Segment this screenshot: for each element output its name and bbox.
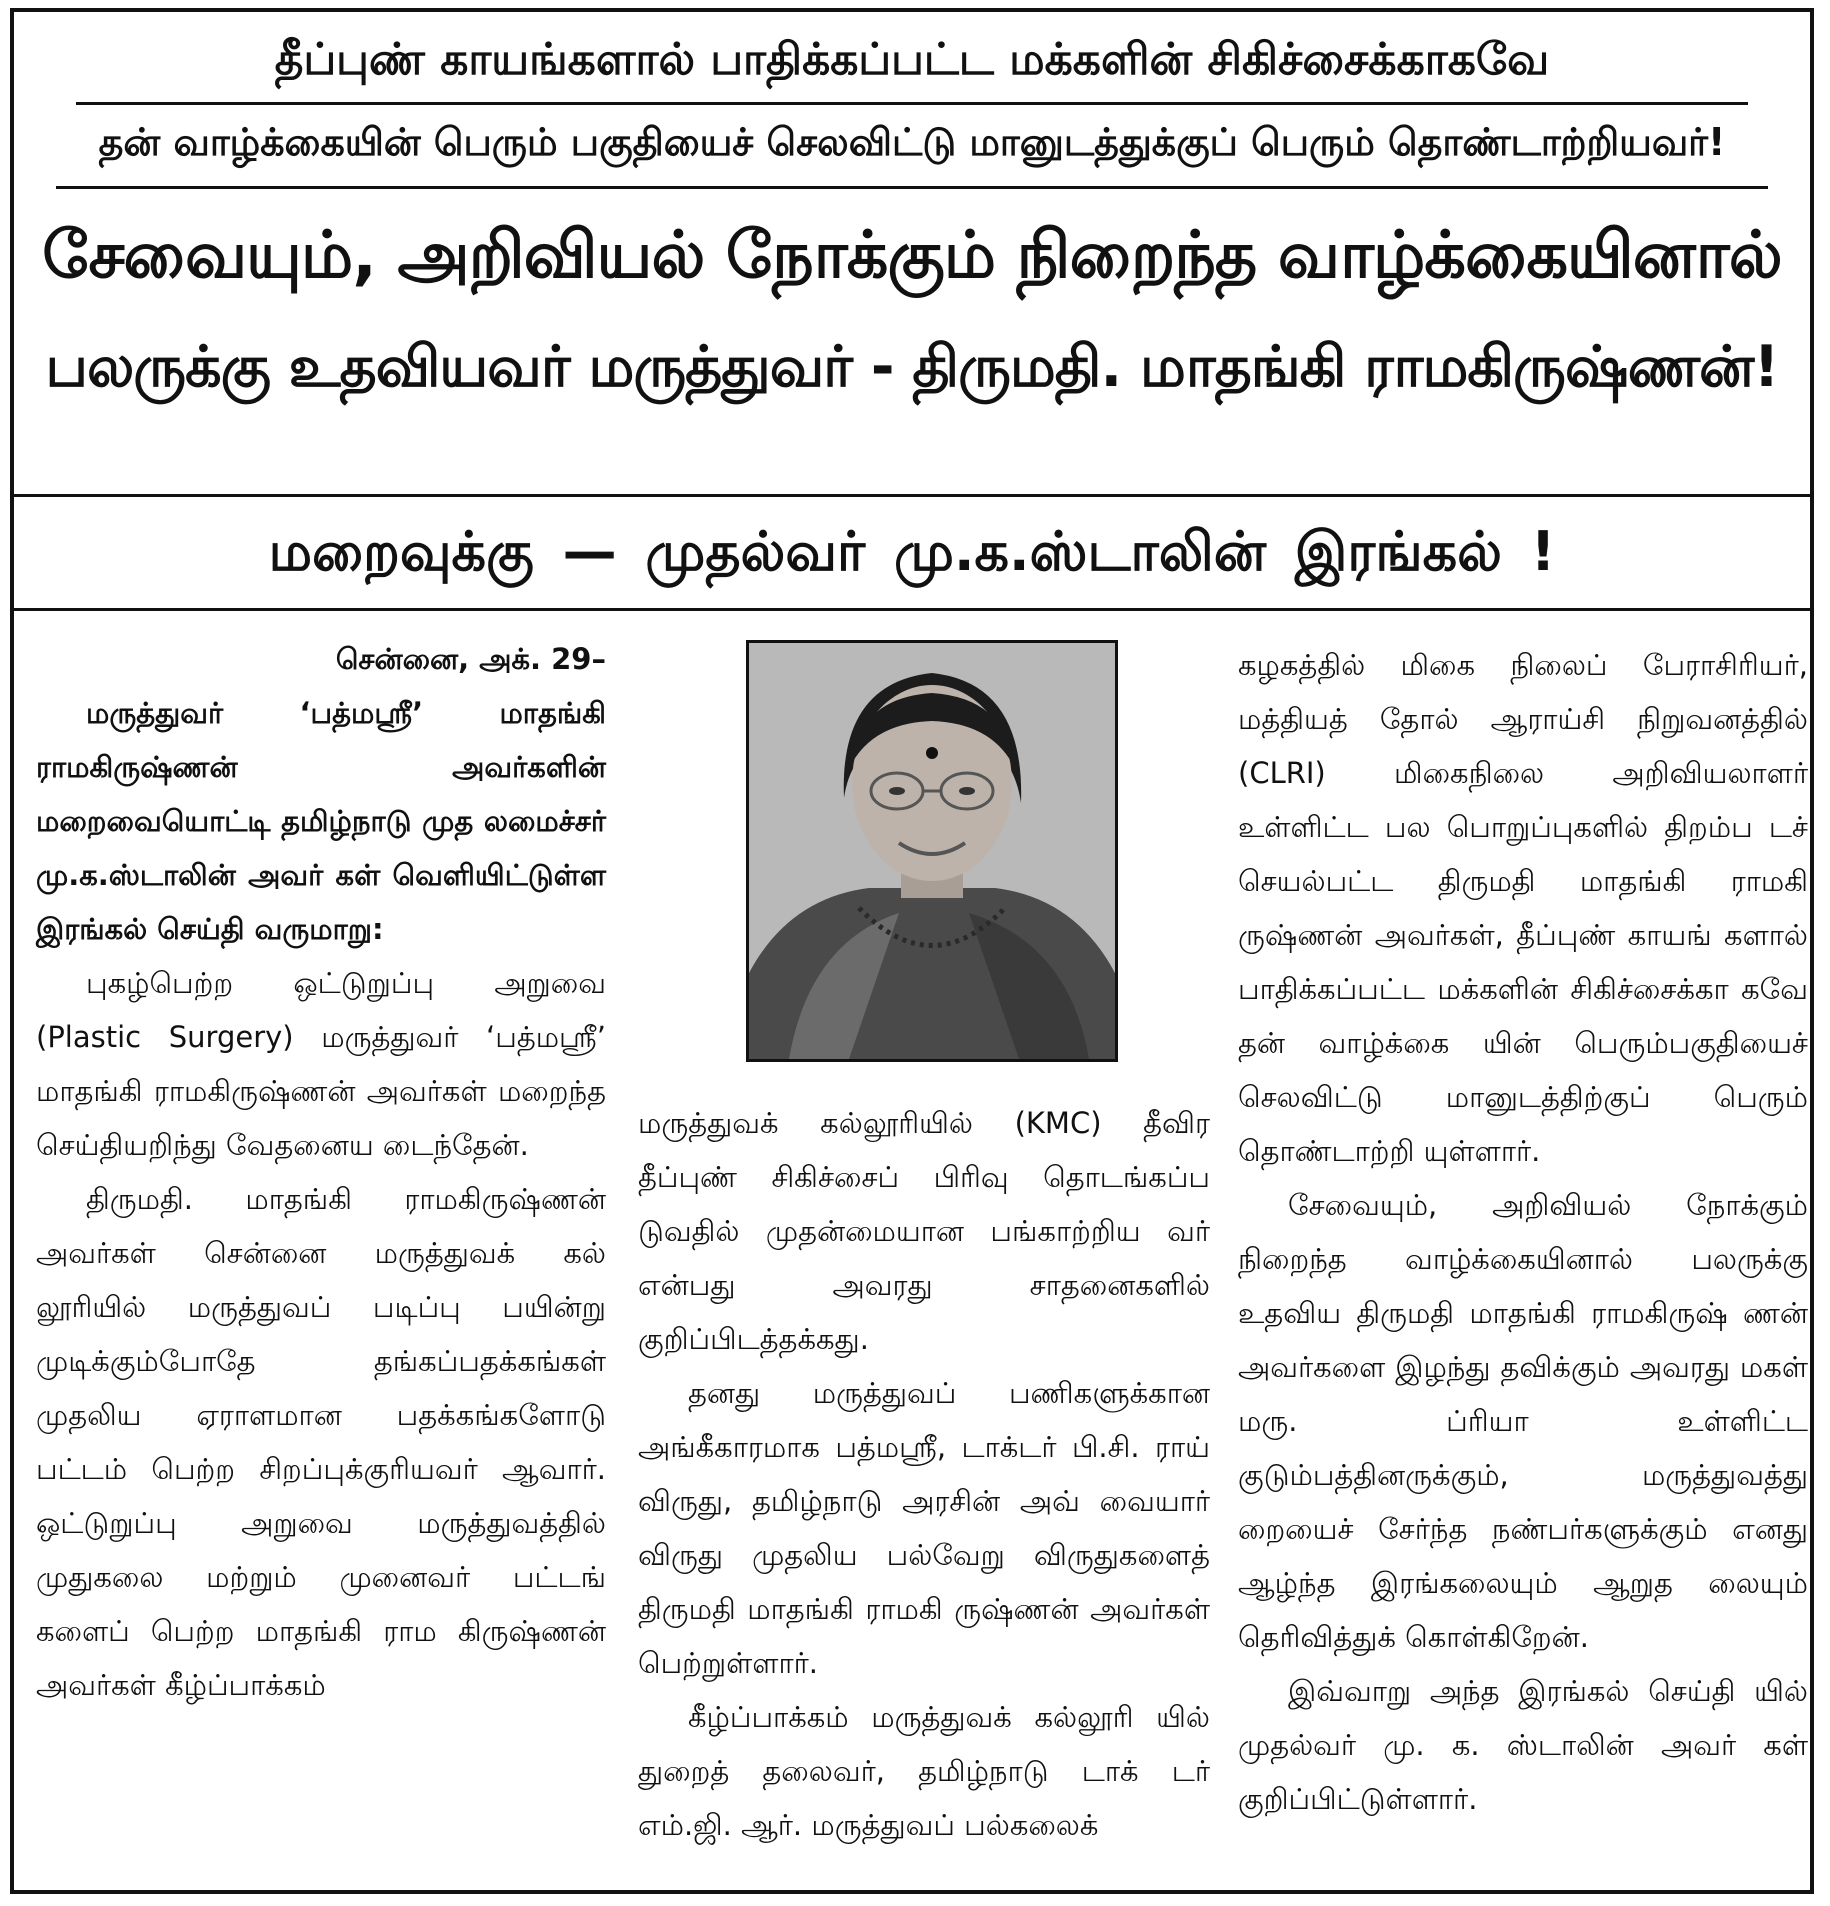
paragraph: கீழ்ப்பாக்கம் மருத்துவக் கல்லூரி யில் துறைத் தலைவர், தமிழ்நாடு டாக் டர் எம்.ஜி. ஆர். மருத்துவப் பல்கலைக் — [638, 1700, 1210, 1842]
lead-paragraph: மருத்துவர் ‘பத்மஸ்ரீ’ மாதங்கி ராமகிருஷ்ணன் அவர்களின் மறைவையொட்டி தமிழ்நாடு முத லமைச்சர் மு.க.ஸ்டாலின் அவர் கள் வெளியிட்டுள்ள இரங்கல் செய்தி வருமாறு: — [36, 696, 606, 946]
underline-1 — [76, 102, 1748, 105]
headline-line-1: சேவையும், அறிவியல் நோக்கும் நிறைந்த வாழ்க்கையினால் — [42, 218, 1782, 293]
headline-divider-bottom — [14, 608, 1810, 611]
headline-line-2: பலருக்கு உதவியவர் மருத்துவர் - திருமதி. மாதங்கி ராமகிருஷ்ணன்! — [45, 334, 1779, 400]
article-column-1 — [36, 632, 606, 1712]
article-column-2 — [638, 1096, 1210, 1852]
portrait-illustration — [749, 643, 1115, 1059]
paragraph: மருத்துவக் கல்லூரியில் (KMC) தீவிர தீப்புண் சிகிச்சைப் பிரிவு தொடங்கப்ப டுவதில் முதன்மையான பங்காற்றிய வர் என்பது அவரது சாதனைகளில் குறிப்பிடத்தக்கது. — [638, 1106, 1210, 1356]
underline-2 — [56, 186, 1768, 189]
article-column-3 — [1238, 638, 1808, 1826]
paragraph: திருமதி. மாதங்கி ராமகிருஷ்ணன் அவர்கள் சென்னை மருத்துவக் கல் லூரியில் மருத்துவப் படிப்பு பயின்று முடிக்கும்போதே தங்கப்பதக்கங்கள் முதலிய ஏராளமான பதக்கங்களோடு பட்டம் பெற்ற சிறப்புக்குரியவர் ஆவார். ஒட்டுறுப்பு அறுவை மருத்துவத்தில் முதுகலை மற்றும் முனைவர் பட்டங் களைப் பெற்ற மாதங்கி ராம கிருஷ்ணன் அவர்கள் கீழ்ப்பாக்கம் — [36, 1182, 606, 1702]
sub-headline: மறைவுக்கு — முதல்வர் மு.க.ஸ்டாலின் இரங்கல் ! — [268, 520, 1556, 583]
dateline: சென்னை, அக். 29– — [335, 642, 606, 676]
paragraph: சேவையும், அறிவியல் நோக்கும் நிறைந்த வாழ்க்கையினால் பலருக்கு உதவிய திருமதி மாதங்கி ராமகிருஷ் ணன் அவர்களை இழந்து தவிக்கும் அவரது மகள் மரு. ப்ரியா உள்ளிட்ட குடும்பத்தினருக்கும், மருத்துவத்து றையைச் சேர்ந்த நண்பர்களுக்கும் எனது ஆழ்ந்த இரங்கலையும் ஆறுத லையும் தெரிவித்துக் கொள்கிறேன். — [1238, 1188, 1808, 1654]
portrait-photo — [746, 640, 1118, 1062]
paragraph: கழகத்தில் மிகை நிலைப் பேராசிரியர், மத்தியத் தோல் ஆராய்சி நிறுவனத்தில் (CLRI) மிகைநிலை அறிவியலாளர் உள்ளிட்ட பல பொறுப்புகளில் திறம்ப டச் செயல்பட்ட திருமதி மாதங்கி ராமகி ருஷ்ணன் அவர்கள், தீப்புண் காயங் களால் பாதிக்கப்பட்ட மக்களின் சிகிச்சைக்கா கவே தன் வாழ்க்கை யின் பெரும்பகுதியைச் செலவிட்டு மானுடத்திற்குப் பெரும் தொண்டாற்றி யுள்ளார். — [1238, 648, 1808, 1168]
paragraph: இவ்வாறு அந்த இரங்கல் செய்தி யில் முதல்வர் மு. க. ஸ்டாலின் அவர் கள் குறிப்பிட்டுள்ளார். — [1238, 1674, 1808, 1816]
news-clipping — [10, 8, 1814, 1894]
kicker-line-2: தன் வாழ்க்கையின் பெரும் பகுதியைச் செலவிட்டு மானுடத்துக்குப் பெரும் தொண்டாற்றியவர்! — [98, 120, 1726, 164]
kicker-line-1: தீப்புண் காயங்களால் பாதிக்கப்பட்ட மக்களின் சிகிச்சைக்காகவே — [274, 34, 1550, 85]
paragraph: புகழ்பெற்ற ஒட்டுறுப்பு அறுவை (Plastic Surgery) மருத்துவர் ‘பத்மஸ்ரீ’ மாதங்கி ராமகிருஷ்ணன் அவர்கள் மறைந்த செய்தியறிந்து வேதனைய டைந்தேன். — [36, 966, 606, 1162]
paragraph: தனது மருத்துவப் பணிகளுக்கான அங்கீகாரமாக பத்மஸ்ரீ, டாக்டர் பி.சி. ராய் விருது, தமிழ்நாடு அரசின் அவ் வையார் விருது முதலிய பல்வேறு விருதுகளைத் திருமதி மாதங்கி ராமகி ருஷ்ணன் அவர்கள் பெற்றுள்ளார். — [638, 1376, 1210, 1680]
headline-divider-top — [14, 494, 1810, 497]
